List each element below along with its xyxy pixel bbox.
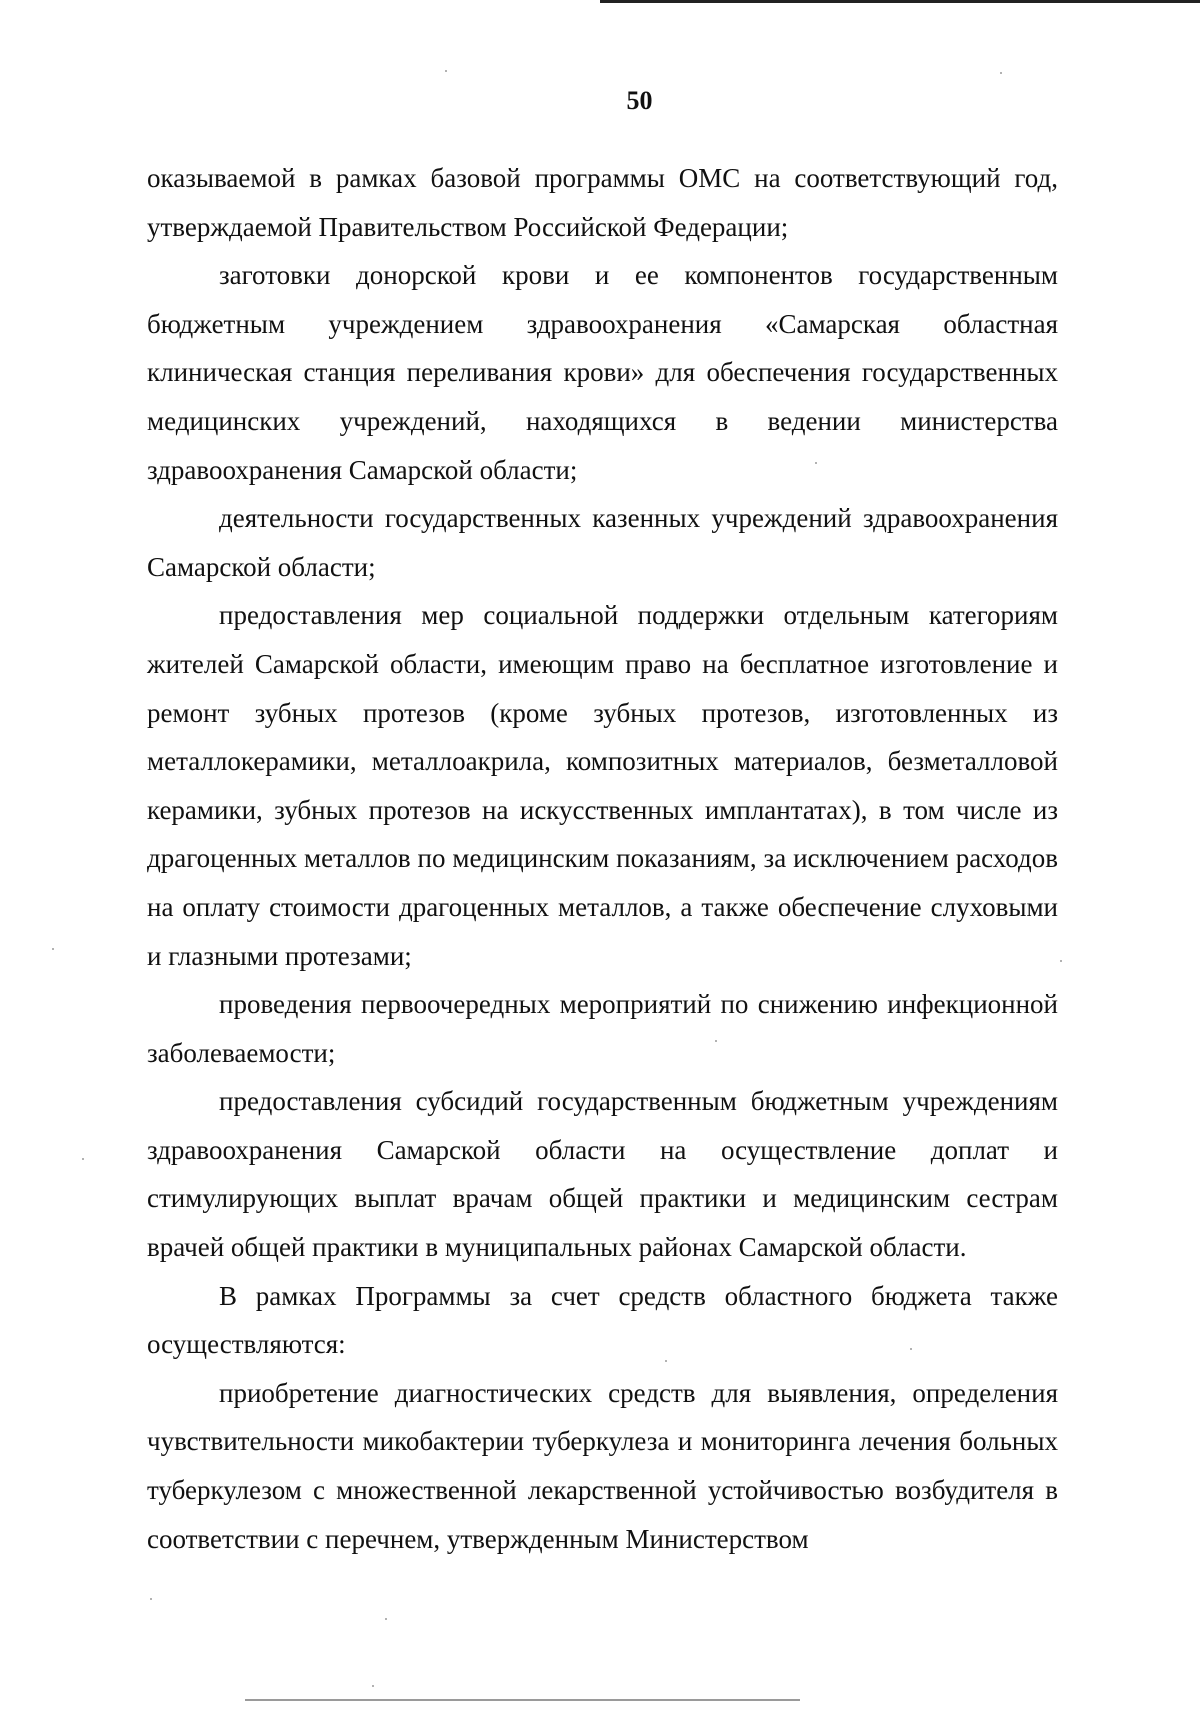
paragraph-social-support: предоставления мер социальной поддержки отдельным категориям жителей Самарской области, имеющим право на бесплатное изготовление и ремонт зубных протезов (кроме зубных протезов, изготовленных из металлокерамики, металлоакрила, композитных материалов, безметалловой керамики, зубных протезов на искусственных имплантатах), в том числе из драгоценных металлов по медицинским показаниям, за исключением расходов на оплату стоимости драгоценных металлов, а также обеспечение слуховыми и глазными протезами; [147, 600, 1058, 971]
scan-speck [82, 1158, 84, 1160]
scan-speck [715, 1040, 717, 1042]
scan-speck [910, 1348, 912, 1350]
paragraph-subsidies: предоставления субсидий государственным бюджетным учреждениям здравоохранения Самарской области на осуществление доплат и стимулирующих выплат врачам общей практики и медицинским сестрам врачей общей практики в муниципальных районах Самарской области. [147, 1086, 1058, 1263]
body-text [147, 154, 1058, 1563]
scan-speck [150, 1598, 152, 1600]
paragraph-diagnostics: приобретение диагностических средств для выявления, определения чувствительности микобактерии туберкулеза и мониторинга лечения больных туберкулезом с множественной лекарственной устойчивостью возбудителя в соответствии с перечнем, утвержденным Министерством [147, 1377, 1058, 1554]
scan-speck [665, 1360, 667, 1362]
scan-speck [815, 462, 817, 464]
scan-speck [385, 1618, 387, 1620]
bottom-scan-artifact [245, 1699, 800, 1701]
paragraph-state-institutions: деятельности государственных казенных учреждений здравоохранения Самарской области; [147, 503, 1058, 582]
scan-speck [1060, 960, 1062, 962]
top-scan-border [600, 0, 1200, 3]
scan-speck [1000, 72, 1002, 74]
scan-speck [52, 948, 54, 950]
paragraph-infection-control: проведения первоочередных мероприятий по снижению инфекционной заболеваемости; [147, 989, 1058, 1068]
page-number: 50 [626, 86, 653, 115]
paragraph-continuation: оказываемой в рамках базовой программы ОМС на соответствующий год, утверждаемой Правительством Российской Федерации; [147, 163, 1058, 242]
scan-speck [372, 1685, 374, 1687]
paragraph-donor-blood: заготовки донорской крови и ее компонентов государственным бюджетным учреждением здравоохранения «Самарская областная клиническая станция переливания крови» для обеспечения государственных медицинских учреждений, находящихся в ведении министерства здравоохранения Самарской области; [147, 260, 1058, 485]
paragraph-program-intro: В рамках Программы за счет средств областного бюджета также осуществляются: [147, 1280, 1058, 1360]
scan-speck [445, 70, 447, 72]
